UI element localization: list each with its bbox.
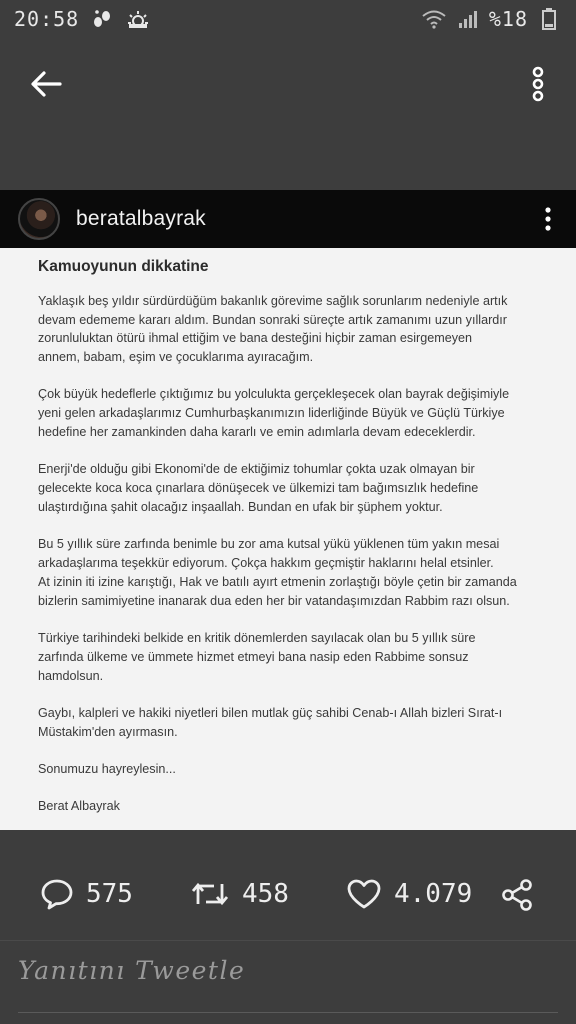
letter-paragraph: [38, 292, 554, 367]
letter-body: [0, 248, 576, 816]
letter-line: Sonumuzu hayreylesin...: [38, 761, 176, 776]
letter-line: annem, babam, eşim ve çocuklarıma ayıracağım.: [38, 350, 314, 365]
letter-line: zorunluluktan ötürü ihmal ettiğim ve bana desteğini hiçbir zaman esirgemeyen: [38, 331, 473, 346]
status-time: 20:58: [14, 7, 80, 31]
letter-line: Yaklaşık beş yıldır sürdürdüğüm bakanlık görevime sağlık sorunlarım nedeniyle artık: [38, 293, 508, 308]
post-header: [0, 190, 576, 248]
letter-line: hamdolsun.: [38, 668, 104, 683]
letter-line: Türkiye tarihindeki belkide en kritik dönemlerden sayılacak olan bu 5 yıllık süre: [38, 630, 476, 645]
like-action[interactable]: [346, 878, 472, 910]
letter-paragraphs: [38, 292, 554, 816]
letter-line: Bu 5 yıllık süre zarfında benimle bu zor ama kutsal yükü yüklenen tüm yakın mesai: [38, 537, 500, 552]
back-button[interactable]: [26, 66, 66, 102]
status-bar: [0, 0, 576, 38]
reply-count: 575: [86, 879, 133, 909]
arrow-left-icon: [30, 70, 62, 98]
letter-line: zarfında ülkeme ve ümmete hizmet etmeyi bana nasip eden Rabbime sonsuz: [38, 649, 469, 664]
share-icon: [500, 878, 534, 912]
wifi-icon: [421, 8, 447, 30]
letter-line: arkadaşlarıma teşekkür ediyorum. Çokça hakkım geçmiştir haklarını helal etsinler.: [38, 556, 494, 571]
more-options-button[interactable]: [524, 64, 552, 104]
letter-line: devam edememe kararı aldım. Bundan sonraki süreçte artık zamanımı uzun yıllardır: [38, 312, 507, 327]
avatar[interactable]: [18, 198, 60, 240]
letter-paragraph: [38, 629, 554, 685]
letter-line: At izinin iti izine karıştığı, Hak ve batılı ayırt etmenin zorlaştığı böyle çetin bir zamanda: [38, 574, 517, 589]
battery-percent: %18: [488, 7, 528, 31]
letter-line: Gaybı, kalpleri ve hakiki niyetleri bilen mutlak güç sahibi Cenab-ı Allah bizleri Sırat-ı: [38, 705, 503, 720]
letter-paragraph: [38, 704, 554, 742]
letter-line: yeni gelen arkadaşlarımız Cumhurbaşkanımızın liderliğinde Büyük ve Güçlü Türkiye: [38, 406, 505, 421]
post-more-button: [538, 204, 558, 234]
letter-paragraph: [38, 535, 554, 610]
share-action[interactable]: [500, 878, 534, 912]
letter-title: Kamuoyunun dikkatine: [38, 258, 209, 275]
divider: [0, 940, 576, 941]
comment-icon: [40, 878, 74, 910]
letter-paragraph: [38, 385, 554, 441]
more-vertical-icon: [530, 66, 546, 102]
signal-icon: [455, 8, 481, 30]
heart-icon: [346, 878, 382, 910]
reply-input-underline: [18, 1012, 558, 1013]
letter-line: ulaştırdığına şahit olacağız inşaallah. Bundan en ufak bir şüphem yoktur.: [38, 499, 443, 514]
retweet-count: 458: [242, 879, 289, 909]
letter-line: Enerji'de olduğu gibi Ekonomi'de de ektiğimiz tohumlar çokta uzak olmayan bir: [38, 462, 475, 477]
letter-paragraph: [38, 760, 554, 779]
post-username[interactable]: beratalbayrak: [76, 207, 206, 230]
more-vertical-icon: [544, 206, 552, 232]
battery-icon: [536, 8, 562, 30]
letter-paragraph: [38, 460, 554, 516]
action-bar: [0, 872, 576, 928]
notification-icon: [89, 8, 115, 30]
retweet-icon: [190, 878, 230, 910]
app-bar: [0, 52, 576, 116]
retweet-action[interactable]: [190, 878, 289, 910]
letter-line: bizlerin samimiyetine inanarak dua eden her bir vatandaşımızdan Rabbim razı olsun.: [38, 593, 510, 608]
letter-line: hedefine her zamankinden daha kararlı ve emin adımlarla devam edeceklerdir.: [38, 425, 476, 440]
reply-action[interactable]: [40, 878, 133, 910]
letter-line: Çok büyük hedeflerle çıktığımız bu yolculukta gerçekleşecek olan bayrak değişimiyle: [38, 387, 510, 402]
reply-input[interactable]: Yanıtını Tweetle: [18, 956, 246, 985]
weather-icon: [125, 8, 151, 30]
embedded-post-image[interactable]: [0, 190, 576, 830]
like-count: 4.079: [394, 879, 473, 909]
letter-line: Berat Albayrak: [38, 799, 120, 814]
letter-line: Müstakim'den ayırmasın.: [38, 724, 178, 739]
letter-paragraph: [38, 797, 554, 816]
letter-line: gelecekte koca koca çınarlara dönüşecek ve ülkemizi tam bağımsızlık hedefine: [38, 481, 479, 496]
